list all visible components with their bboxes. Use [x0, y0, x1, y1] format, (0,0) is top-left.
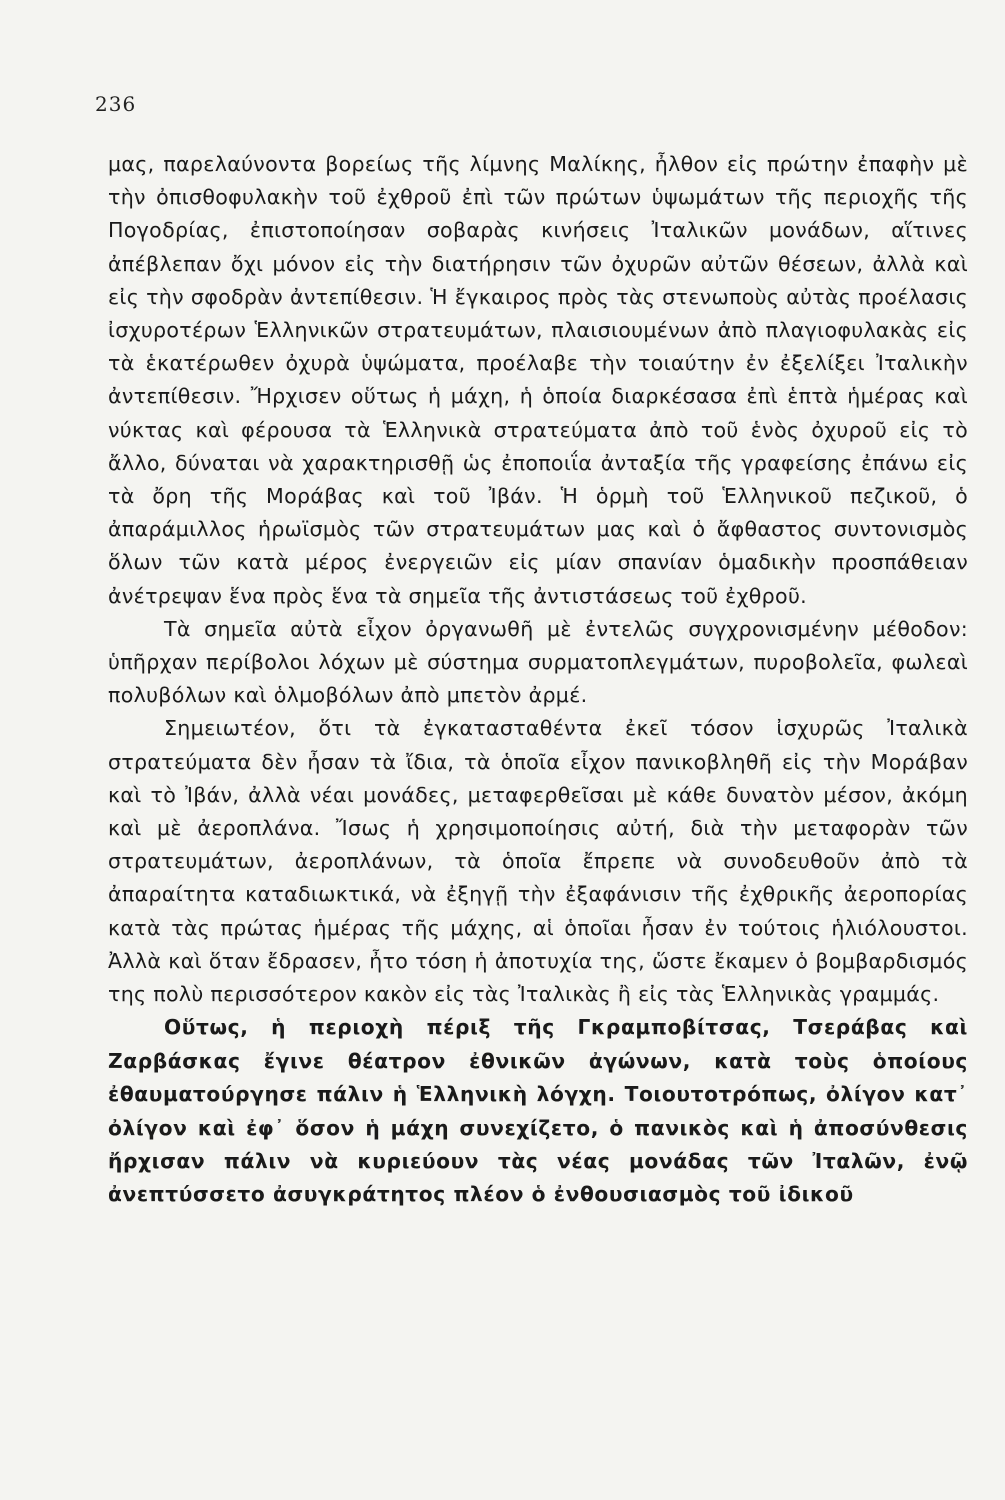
body-text: [108, 148, 968, 1212]
page-number: 236: [95, 92, 137, 116]
paragraph-3: Σημειωτέον, ὅτι τὰ ἐγκατασταθέντα ἐκεῖ τόσον ἰσχυρῶς Ἰταλικὰ στρατεύματα δὲν ἦσαν τὰ ἴδια, τὰ ὁποῖα εἶχον πανικοβληθῆ εἰς τὴν Μοράβαν καὶ τὸ Ἰβάν, ἀλλὰ νέαι μονάδες, μεταφερθεῖσαι μὲ κάθε δυνατὸν μέσον, ἀκόμη καὶ μὲ ἀεροπλάνα. Ἴσως ἡ χρησιμοποίησις αὐτή, διὰ τὴν μεταφορὰν τῶν στρατευμάτων, ἀεροπλάνων, τὰ ὁποῖα ἔπρεπε νὰ συνοδευθοῦν ἀπὸ τὰ ἀπαραίτητα καταδιωκτικά, νὰ ἐξηγῇ τὴν ἐξαφάνισιν τῆς ἐχθρικῆς ἀεροπορίας κατὰ τὰς πρώτας ἡμέρας τῆς μάχης, αἱ ὁποῖαι ἦσαν ἐν τούτοις ἡλιόλουστοι. Ἀλλὰ καὶ ὅταν ἔδρασεν, ἦτο τόση ἡ ἀποτυχία της, ὥστε ἔκαμεν ὁ βομβαρδισμός της πολὺ περισσότερον κακὸν εἰς τὰς Ἰταλικὰς ἢ εἰς τὰς Ἑλληνικὰς γραμμάς.: [108, 716, 968, 1007]
paragraph-2: Τὰ σημεῖα αὐτὰ εἶχον ὀργανωθῆ μὲ ἐντελῶς συγχρονισμένην μέθοδον: ὑπῆρχαν περίβολοι λόχων μὲ σύστημα συρματοπλεγμάτων, πυροβολεῖα, φωλεαὶ πολυβόλων καὶ ὁλμοβόλων ἀπὸ μπετὸν ἀρμέ.: [108, 616, 968, 708]
paragraph-1: μας, παρελαύνοντα βορείως τῆς λίμνης Μαλίκης, ἦλθον εἰς πρώτην ἐπαφὴν μὲ τὴν ὀπισθοφυλακὴν τοῦ ἐχθροῦ ἐπὶ τῶν πρώτων ὑψωμάτων τῆς περιοχῆς τῆς Πογοδρίας, ἐπιστοποίησαν σοβαρὰς κινήσεις Ἰταλικῶν μονάδων, αἵτινες ἀπέβλεπαν ὄχι μόνον εἰς τὴν διατήρησιν τῶν ὀχυρῶν αὐτῶν θέσεων, ἀλλὰ καὶ εἰς τὴν σφοδρὰν ἀντεπίθεσιν. Ἡ ἔγκαιρος πρὸς τὰς στενωποὺς αὐτὰς προέλασις ἰσχυροτέρων Ἑλληνικῶν στρατευμάτων, πλαισιουμένων ἀπὸ πλαγιοφυλακὰς εἰς τὰ ἑκατέρωθεν ὀχυρὰ ὑψώματα, προέλαβε τὴν τοιαύτην ἐν ἐξελίξει Ἰταλικὴν ἀντεπίθεσιν. Ἤρχισεν οὕτως ἡ μάχη, ἡ ὁποία διαρκέσασα ἐπὶ ἑπτὰ ἡμέρας καὶ νύκτας καὶ φέρουσα τὰ Ἑλληνικὰ στρατεύματα ἀπὸ τοῦ ἑνὸς ὀχυροῦ εἰς τὸ ἄλλο, δύναται νὰ χαρακτηρισθῇ ὡς ἐποποιΐα ἀνταξία τῆς γραφείσης ἐπάνω εἰς τὰ ὄρη τῆς Μοράβας καὶ τοῦ Ἰβάν. Ἡ ὁρμὴ τοῦ Ἑλληνικοῦ πεζικοῦ, ὁ ἀπαράμιλλος ἡρωϊσμὸς τῶν στρατευμάτων μας καὶ ὁ ἄφθαστος συντονισμὸς ὅλων τῶν κατὰ μέρος ἐνεργειῶν εἰς μίαν σπανίαν ὁμαδικὴν προσπάθειαν ἀνέτρεψαν ἕνα πρὸς ἕνα τὰ σημεῖα τῆς ἀντιστάσεως τοῦ ἐχθροῦ.: [108, 152, 968, 608]
paragraph-4: Οὕτως, ἡ περιοχὴ πέριξ τῆς Γκραμποβίτσας, Τσεράβας καὶ Ζαρβάσκας ἔγινε θέατρον ἐθνικῶν ἀγώνων, κατὰ τοὺς ὁποίους ἐθαυματούργησε πάλιν ἡ Ἑλληνικὴ λόγχη. Τοιουτοτρόπως, ὀλίγον κατ᾽ ὀλίγον καὶ ἐφ᾽ ὅσον ἡ μάχη συνεχίζετο, ὁ πανικὸς καὶ ἡ ἀποσύνθεσις ἤρχισαν πάλιν νὰ κυριεύουν τὰς νέας μονάδας τῶν Ἰταλῶν, ἐνῷ ἀνεπτύσσετο ἀσυγκράτητος πλέον ὁ ἐνθουσιασμὸς τοῦ ἰδικοῦ: [108, 1015, 968, 1207]
